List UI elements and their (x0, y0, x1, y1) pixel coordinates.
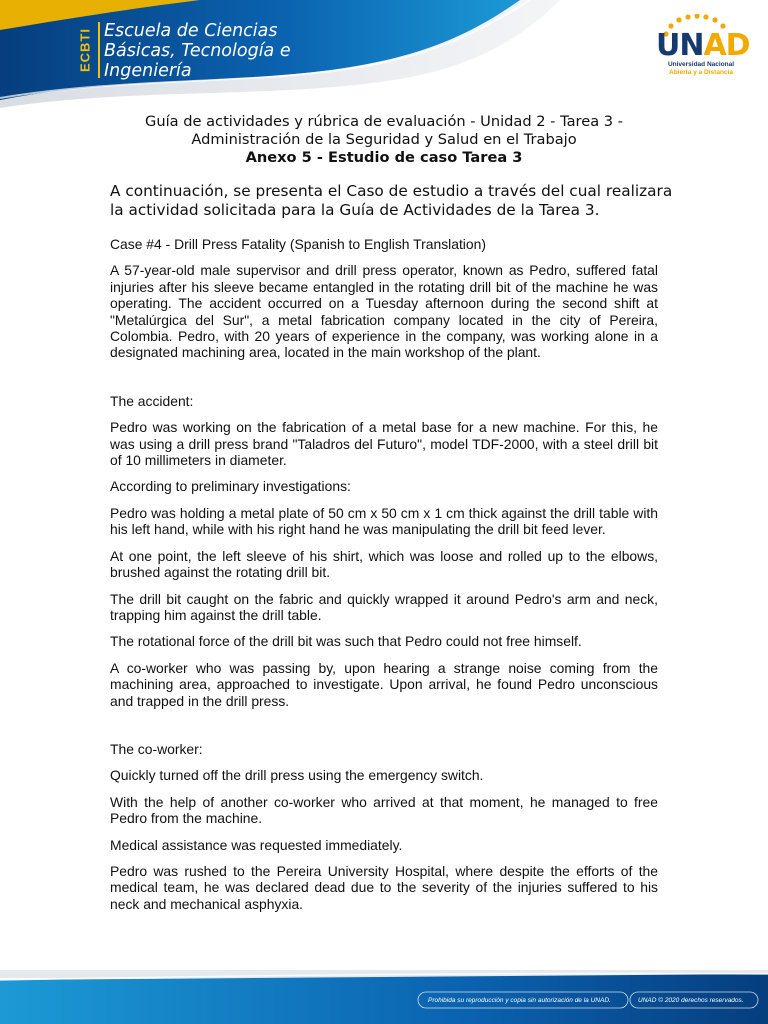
section-heading: The co-worker: (110, 740, 203, 757)
paragraph: Pedro was rushed to the Pereira University Hospital, where despite the efforts of the medical team, he was declared dead due to the severity of the injuries suffered to his neck and mechanical asphyxia. (110, 862, 658, 912)
page-header (0, 0, 768, 110)
paragraph: The drill bit caught on the fabric and quickly wrapped it around Pedro's arm and neck, trapping him against the drill table. (110, 590, 658, 623)
document-title: Administración de la Seguridad y Salud en el Trabajo (191, 131, 577, 148)
logo-subtitle: Universidad Nacional (667, 61, 735, 68)
unad-logo (656, 14, 750, 78)
annex-title: Anexo 5 - Estudio de caso Tarea 3 (245, 149, 523, 166)
logo-word-right: AD (703, 28, 750, 63)
paragraph: Pedro was working on the fabrication of a metal base for a new machine. For this, he was using a drill press brand "Taladros del Futuro", model TDF-2000, with a steel drill bit of 10 millimeters in diameter. (110, 419, 658, 469)
school-name-line: Básicas, Tecnología e (104, 41, 291, 61)
intro-paragraph: A continuación, se presenta el Caso de estudio a través del cual realizara la actividad solicitada para la Guía de Actividades de la Tarea 3. (110, 182, 673, 219)
document-title-block (100, 113, 668, 167)
faculty-divider (98, 22, 100, 78)
section-heading: The accident: (110, 392, 194, 409)
page-footer (0, 966, 768, 1024)
paragraph: At one point, the left sleeve of his shirt, which was loose and rolled up to the elbows, brushed against the rotating drill bit. (110, 547, 658, 581)
school-name-line: Escuela de Ciencias (104, 21, 278, 41)
logo-word-left: UN (656, 28, 704, 63)
paragraph: Quickly turned off the drill press using the emergency switch. (110, 767, 484, 784)
paragraph: A 57-year-old male supervisor and drill press operator, known as Pedro, suffered fatal injuries after his sleeve became entangled in the rotating drill bit of the machine he was operating. The accident occurred on a Tuesday afternoon during the second shift at "Metalúrgica del Sur", a metal fabrication company located in the city of Pereira, Colombia. Pedro, with 20 years of experience in the company, was working alone in a designated machining area, located in the main workshop of the plant. (110, 262, 658, 361)
school-name-line: Ingeniería (104, 61, 192, 81)
footer-copyright-notice: Prohibida su reproducción y copia sin autorización de la UNAD. (428, 997, 611, 1004)
document-title: Guía de actividades y rúbrica de evaluación - Unidad 2 - Tarea 3 - (145, 113, 623, 130)
footer-rights-notice: UNAD © 2020 derechos reservados. (638, 997, 744, 1004)
logo-subtitle: Abierta y a Distancia (669, 69, 733, 76)
paragraph: With the help of another co-worker who arrived at that moment, he managed to free Pedro from the machine. (110, 793, 658, 827)
case-title: Case #4 - Drill Press Fatality (Spanish to English Translation) (110, 236, 486, 252)
paragraph: Pedro was holding a metal plate of 50 cm x 50 cm x 1 cm thick against the drill table with his left hand, while with his right hand he was manipulating the drill bit feed lever. (110, 504, 658, 538)
logo-wordmark (656, 28, 750, 63)
paragraph: Medical assistance was requested immediately. (110, 836, 403, 853)
school-name (104, 21, 291, 81)
faculty-acronym: ECBTI (77, 28, 93, 72)
paragraph: The rotational force of the drill bit was such that Pedro could not free himself. (110, 633, 582, 650)
paragraph: A co-worker who was passing by, upon hearing a strange noise coming from the machining area, approached to investigate. Upon arrival, he found Pedro unconscious and trapped in the drill press. (110, 659, 658, 709)
paragraph: According to preliminary investigations: (110, 478, 351, 495)
case-study-body (110, 236, 658, 912)
